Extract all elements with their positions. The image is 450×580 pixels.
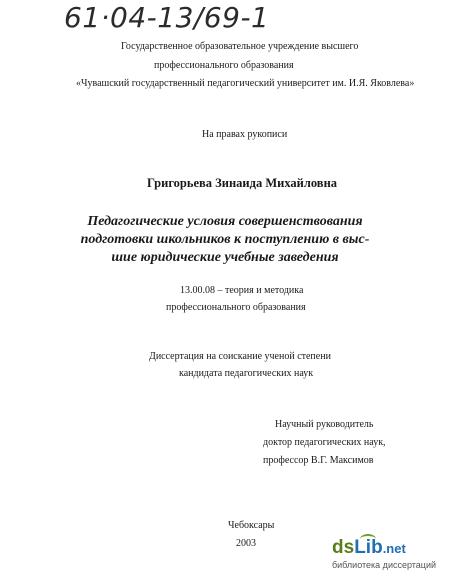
year: 2003	[236, 538, 256, 549]
dslib-watermark	[332, 538, 444, 574]
supervisor-degree: доктор педагогических наук,	[263, 437, 386, 448]
manuscript-note: На правах рукописи	[202, 129, 288, 140]
specialty-code: 13.00.08 – теория и методика	[180, 285, 304, 296]
degree-line-2: кандидата педагогических наук	[179, 368, 314, 379]
degree-line-1: Диссертация на соискание ученой степени	[149, 351, 331, 362]
dissertation-title-line-1: Педагогические условия совершенствования	[87, 214, 363, 229]
supervisor-name: профессор В.Г. Максимов	[263, 455, 374, 466]
institution-line-2: профессионального образования	[154, 60, 294, 71]
dissertation-title-line-2: подготовки школьников к поступлению в выс-	[80, 232, 370, 247]
dissertation-title-line-3: шие юридические учебные заведения	[111, 250, 339, 265]
supervisor-role: Научный руководитель	[275, 419, 374, 430]
handwritten-catalog-number: 61·04-13/69-1	[64, 1, 270, 34]
institution-line-1: Государственное образовательное учреждение высшего	[121, 41, 359, 52]
author-name: Григорьева Зинаида Михайловна	[147, 176, 338, 190]
city: Чебоксары	[228, 520, 275, 531]
watermark-subtitle: библиотека диссертаций	[332, 560, 437, 570]
specialty-name: профессионального образования	[166, 302, 306, 313]
watermark-logo: dsLib.net	[332, 537, 406, 558]
institution-line-3: «Чувашский государственный педагогический университет им. И.Я. Яковлева»	[76, 78, 415, 89]
